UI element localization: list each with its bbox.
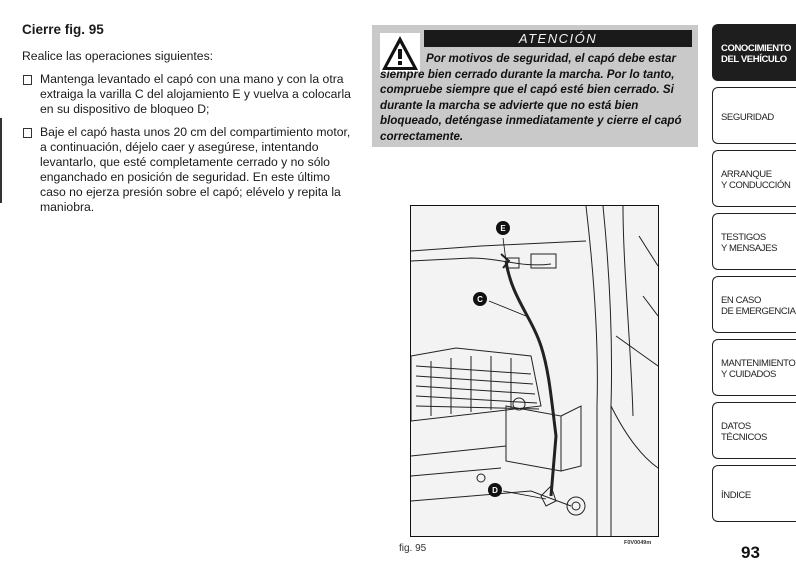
page-edge-mark [0,118,2,203]
tab-mantenimiento-y-cuidados[interactable]: MANTENIMIENTO Y CUIDADOS [712,339,796,396]
checkbox-bullet-icon [23,128,32,138]
figure-caption: fig. 95 [399,543,427,554]
tab-datos-tecnicos[interactable]: DATOS TÉCNICOS [712,402,796,459]
warning-text: Por motivos de seguridad, el capó debe estar siempre bien cerrado durante la marcha. Por lo tanto, compruebe siempre que el capó esté bien cerrado. Si durante la marcha se advierte que no está bien bloqueado, deténgase inmediatamente y cierre el capó correctamente. [380,52,682,143]
tab-indice[interactable]: ÍNDICE [712,465,796,522]
figure-code: F0V0049m [624,540,652,546]
callout-c-label: C [477,295,483,304]
tab-seguridad[interactable]: SEGURIDAD [712,87,796,144]
engine-bay-illustration [411,206,658,536]
step-item [22,72,358,117]
step-text: Baje el capó hasta unos 20 cm del compartimiento motor, a continuación, déjelo caer y asegúrese, intentando levantarlo, que esté completamente cerrado y no sólo enganchado en posición de seguridad. En este último caso no ejerza presión sobre el capó; elévelo y repita la maniobra. [40,125,351,214]
instructions-column [22,22,358,223]
checkbox-bullet-icon [23,75,32,85]
section-title: Cierre fig. 95 [22,22,104,37]
tab-testigos-y-mensajes[interactable]: TESTIGOS Y MENSAJES [712,213,796,270]
section-intro: Realice las operaciones siguientes: [22,49,214,63]
tab-en-caso-de-emergencia[interactable]: EN CASO DE EMERGENCIA [712,276,796,333]
callout-d-label: D [492,486,498,495]
figure-hood-rod [410,205,659,537]
tab-conocimiento-del-vehiculo[interactable]: CONOCIMIENTO DEL VEHÍCULO [712,24,796,81]
tab-arranque-y-conduccion[interactable]: ARRANQUE Y CONDUCCIÓN [712,150,796,207]
page-number: 93 [741,543,760,562]
warning-box [372,25,698,147]
step-text: Mantenga levantado el capó con una mano y con la otra extraiga la varilla C del alojamiento E y vuelva a colocarla en su dispositivo de bloqueo D; [40,72,351,116]
chapter-tabs [712,24,796,528]
step-item [22,125,358,215]
warning-header: ATENCIÓN [424,30,692,47]
callout-e-label: E [500,224,506,233]
